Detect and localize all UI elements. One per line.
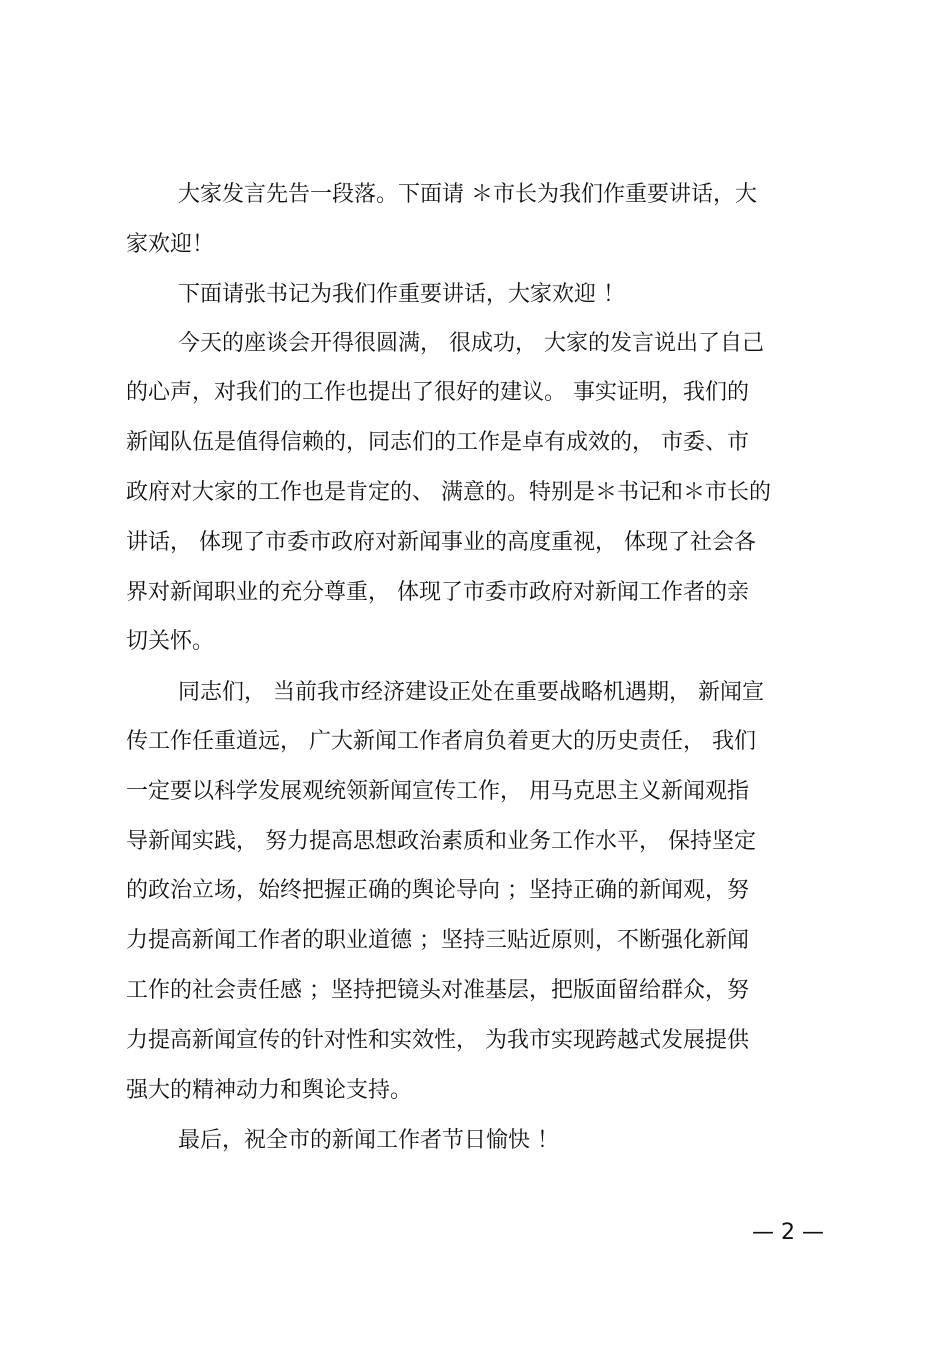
text-line-19: 强大的精神动力和舆论支持。	[126, 1078, 413, 1103]
text-line-12: 传工作任重道远， 广大新闻工作者肩负着更大的历史责任， 我们	[126, 729, 756, 754]
text-line-2: 家欢迎！	[126, 232, 215, 257]
text-line-4: 今天的座谈会开得很圆满， 很成功， 大家的发言说出了自己	[178, 331, 764, 356]
text-line-7: 政府对大家的工作也是肯定的、 满意的。特别是＊书记和＊市长的	[126, 480, 771, 505]
page-number: — 2 —	[752, 1220, 824, 1245]
text-line-15: 的政治立场，始终把握正确的舆论导向 ；坚持正确的新闻观，努	[126, 878, 749, 903]
text-line-10: 切关怀。	[126, 629, 215, 654]
text-line-6: 新闻队伍是值得信赖的，同志们的工作是卓有成效的， 市委、市	[126, 430, 749, 455]
text-line-16: 力提高新闻工作者的职业道德 ；坚持三贴近原则，不断强化新闻	[126, 928, 749, 953]
text-line-5: 的心声，对我们的工作也提出了很好的建议。 事实证明，我们的	[126, 380, 749, 405]
text-line-1: 大家发言先告一段落。下面请 ＊市长为我们作重要讲话，大	[178, 182, 757, 207]
text-line-3: 下面请张书记为我们作重要讲话，大家欢迎 ！	[178, 282, 625, 307]
text-line-17: 工作的社会责任感 ；坚持把镜头对准基层，把版面留给群众，努	[126, 978, 749, 1003]
text-line-9: 界对新闻职业的充分尊重， 体现了市委市政府对新闻工作者的亲	[126, 580, 749, 605]
text-line-13: 一定要以科学发展观统领新闻宣传工作， 用马克思主义新闻观指	[126, 779, 749, 804]
text-line-20: 最后，祝全市的新闻工作者节日愉快 ！	[178, 1128, 559, 1153]
text-line-8: 讲话， 体现了市委市政府对新闻事业的高度重视， 体现了社会各	[126, 530, 756, 555]
text-line-18: 力提高新闻宣传的针对性和实效性， 为我市实现跨越式发展提供	[126, 1028, 749, 1053]
text-line-14: 导新闻实践， 努力提高思想政治素质和业务工作水平， 保持坚定	[126, 829, 756, 854]
text-line-11: 同志们， 当前我市经济建设正处在重要战略机遇期， 新闻宣	[178, 680, 764, 705]
